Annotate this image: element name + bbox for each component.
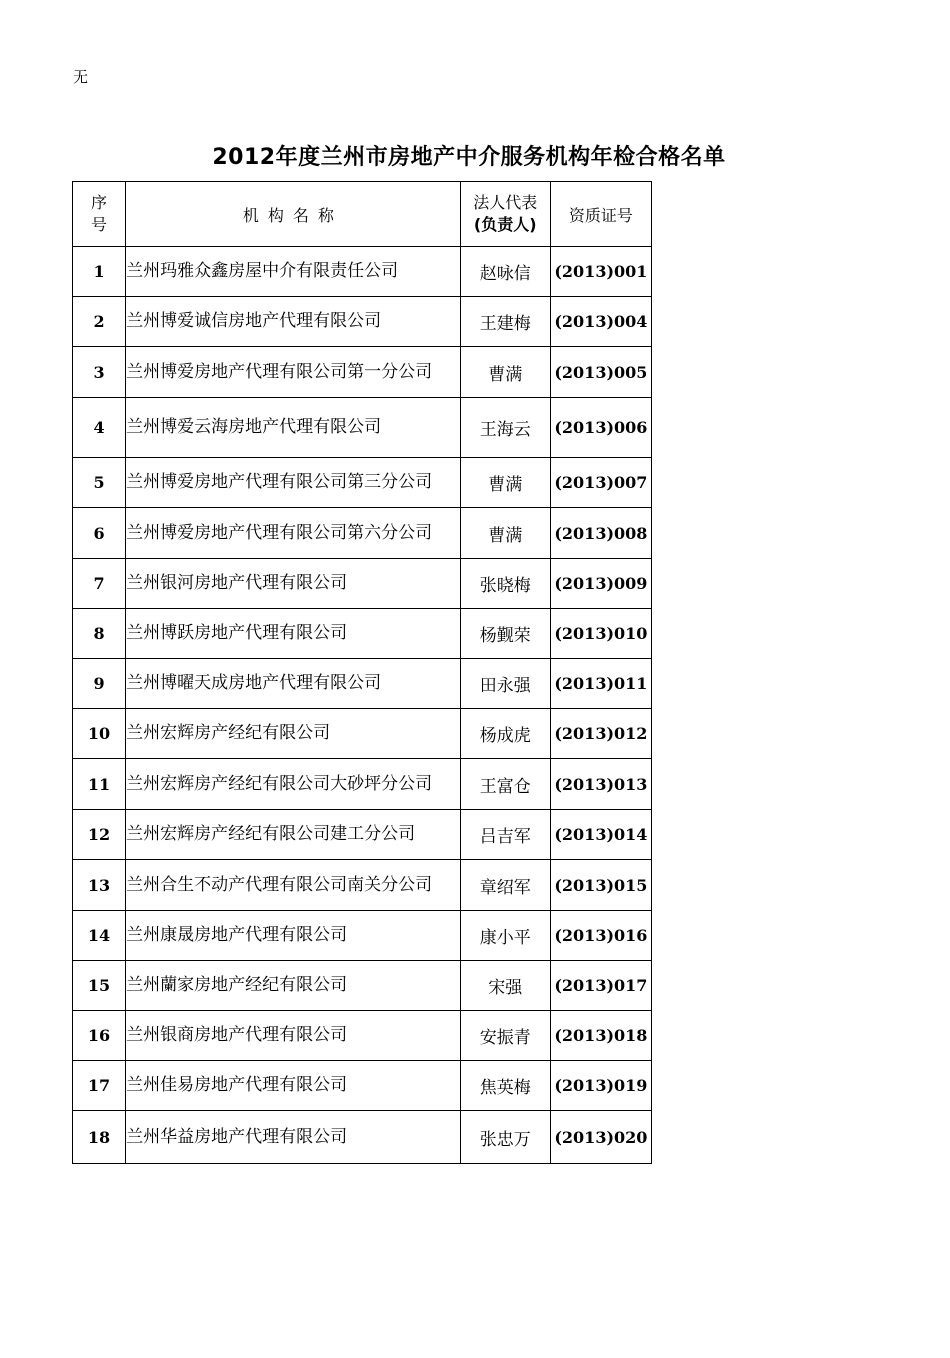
row-agency-name: 兰州博跃房地产代理有限公司 <box>126 609 461 659</box>
table-row <box>73 759 652 810</box>
row-serial-number: 15 <box>73 961 126 1011</box>
row-legal-representative: 宋强 <box>460 961 550 1011</box>
row-serial-number: 3 <box>73 347 126 398</box>
row-serial-number: 1 <box>73 247 126 297</box>
header-rep-line2: (负责人) <box>473 215 537 234</box>
row-certificate-number: (2013)006 <box>550 398 651 458</box>
row-serial-number: 18 <box>73 1111 126 1164</box>
table-row <box>73 398 652 458</box>
row-serial-number: 8 <box>73 609 126 659</box>
row-serial-number: 2 <box>73 297 126 347</box>
row-agency-name: 兰州银河房地产代理有限公司 <box>126 559 461 609</box>
row-legal-representative: 赵咏信 <box>460 247 550 297</box>
qualified-agencies-table <box>72 181 652 1164</box>
row-certificate-number: (2013)001 <box>550 247 651 297</box>
row-legal-representative: 张忠万 <box>460 1111 550 1164</box>
table-row <box>73 911 652 961</box>
row-agency-name: 兰州蘭家房地产经纪有限公司 <box>126 961 461 1011</box>
row-certificate-number: (2013)004 <box>550 297 651 347</box>
row-agency-name: 兰州玛雅众鑫房屋中介有限责任公司 <box>126 247 461 297</box>
row-certificate-number: (2013)009 <box>550 559 651 609</box>
row-legal-representative: 焦英梅 <box>460 1061 550 1111</box>
row-legal-representative: 王富仓 <box>460 759 550 810</box>
row-certificate-number: (2013)014 <box>550 810 651 860</box>
table-row <box>73 247 652 297</box>
row-serial-number: 14 <box>73 911 126 961</box>
row-legal-representative: 康小平 <box>460 911 550 961</box>
row-agency-name: 兰州合生不动产代理有限公司南关分公司 <box>126 860 461 911</box>
row-serial-number: 17 <box>73 1061 126 1111</box>
row-certificate-number: (2013)017 <box>550 961 651 1011</box>
document-title: 2012年度兰州市房地产中介服务机构年检合格名单 <box>212 145 726 170</box>
row-legal-representative: 杨成虎 <box>460 709 550 759</box>
row-legal-representative: 王海云 <box>460 398 550 458</box>
table-row <box>73 709 652 759</box>
header-rep-line1: 法人代表 <box>473 193 538 212</box>
row-serial-number: 7 <box>73 559 126 609</box>
table-header-row <box>73 182 652 247</box>
row-serial-number: 13 <box>73 860 126 911</box>
row-certificate-number: (2013)018 <box>550 1011 651 1061</box>
row-agency-name: 兰州宏辉房产经纪有限公司 <box>126 709 461 759</box>
table-row <box>73 860 652 911</box>
table-row <box>73 659 652 709</box>
table-row <box>73 458 652 508</box>
row-certificate-number: (2013)007 <box>550 458 651 508</box>
row-agency-name: 兰州宏辉房产经纪有限公司大砂坪分公司 <box>126 759 461 810</box>
table-body <box>73 247 652 1164</box>
row-serial-number: 5 <box>73 458 126 508</box>
row-legal-representative: 张晓梅 <box>460 559 550 609</box>
row-agency-name: 兰州博爱房地产代理有限公司第三分公司 <box>126 458 461 508</box>
row-agency-name: 兰州博爱房地产代理有限公司第一分公司 <box>126 347 461 398</box>
row-serial-number: 12 <box>73 810 126 860</box>
row-legal-representative: 杨觐荣 <box>460 609 550 659</box>
header-serial-number <box>73 182 126 247</box>
table-row <box>73 347 652 398</box>
row-serial-number: 4 <box>73 398 126 458</box>
row-legal-representative: 曹满 <box>460 508 550 559</box>
row-certificate-number: (2013)011 <box>550 659 651 709</box>
row-serial-number: 16 <box>73 1011 126 1061</box>
row-certificate-number: (2013)005 <box>550 347 651 398</box>
table-row <box>73 1011 652 1061</box>
table-row <box>73 1061 652 1111</box>
row-certificate-number: (2013)012 <box>550 709 651 759</box>
header-agency-name: 机构名称 <box>126 182 461 247</box>
corner-note: 无 <box>73 68 89 86</box>
row-agency-name: 兰州博爱诚信房地产代理有限公司 <box>126 297 461 347</box>
row-serial-number: 10 <box>73 709 126 759</box>
row-certificate-number: (2013)019 <box>550 1061 651 1111</box>
row-agency-name: 兰州宏辉房产经纪有限公司建工分公司 <box>126 810 461 860</box>
row-legal-representative: 田永强 <box>460 659 550 709</box>
row-certificate-number: (2013)020 <box>550 1111 651 1164</box>
row-certificate-number: (2013)015 <box>550 860 651 911</box>
row-certificate-number: (2013)013 <box>550 759 651 810</box>
row-legal-representative: 王建梅 <box>460 297 550 347</box>
header-legal-representative <box>460 182 550 247</box>
row-agency-name: 兰州博爱云海房地产代理有限公司 <box>126 398 461 458</box>
row-certificate-number: (2013)016 <box>550 911 651 961</box>
row-legal-representative: 吕吉军 <box>460 810 550 860</box>
row-certificate-number: (2013)008 <box>550 508 651 559</box>
row-serial-number: 6 <box>73 508 126 559</box>
header-certificate-number: 资质证号 <box>550 182 651 247</box>
row-legal-representative: 章绍军 <box>460 860 550 911</box>
table-row <box>73 609 652 659</box>
row-legal-representative: 曹满 <box>460 458 550 508</box>
table-row <box>73 508 652 559</box>
row-agency-name: 兰州华益房地产代理有限公司 <box>126 1111 461 1164</box>
header-serial-line1: 序 <box>91 193 108 212</box>
header-serial-line2: 号 <box>91 215 108 234</box>
table-row <box>73 559 652 609</box>
row-serial-number: 11 <box>73 759 126 810</box>
table-row <box>73 297 652 347</box>
row-legal-representative: 曹满 <box>460 347 550 398</box>
row-agency-name: 兰州博爱房地产代理有限公司第六分公司 <box>126 508 461 559</box>
table-row <box>73 810 652 860</box>
table-row <box>73 961 652 1011</box>
row-legal-representative: 安振青 <box>460 1011 550 1061</box>
row-agency-name: 兰州博曜天成房地产代理有限公司 <box>126 659 461 709</box>
row-agency-name: 兰州佳易房地产代理有限公司 <box>126 1061 461 1111</box>
row-serial-number: 9 <box>73 659 126 709</box>
row-certificate-number: (2013)010 <box>550 609 651 659</box>
row-agency-name: 兰州康晟房地产代理有限公司 <box>126 911 461 961</box>
row-agency-name: 兰州银商房地产代理有限公司 <box>126 1011 461 1061</box>
table-row <box>73 1111 652 1164</box>
